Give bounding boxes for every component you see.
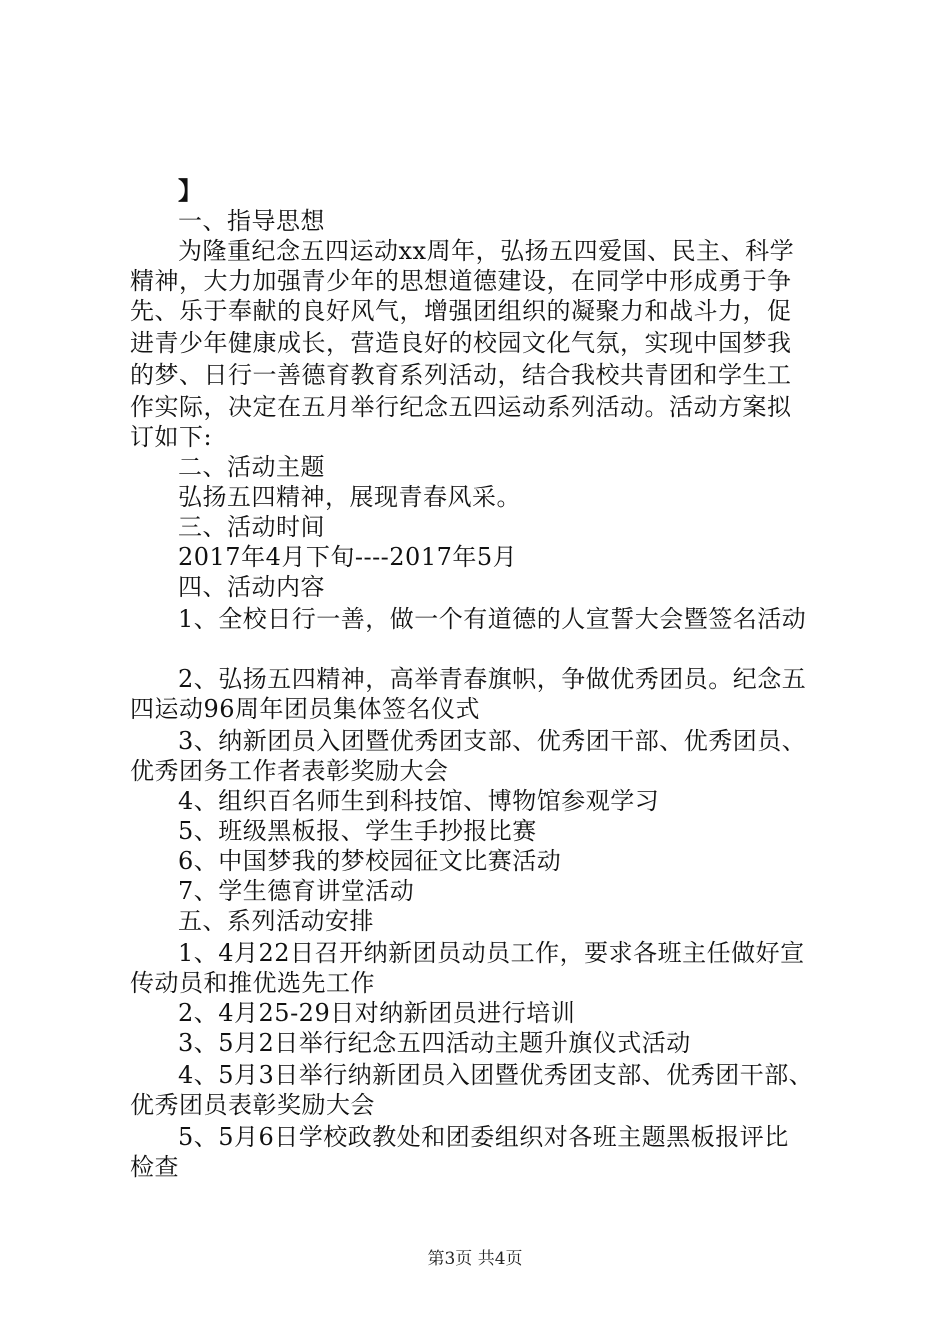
list-item: 3、纳新团员入团暨优秀团支部、优秀团干部、优秀团员、 (178, 727, 807, 755)
paragraph-line: 先、乐于奉献的良好风气，增强团组织的凝聚力和战斗力，促 (130, 297, 792, 325)
paragraph-line: 作实际，决定在五月举行纪念五四运动系列活动。活动方案拟 (130, 393, 792, 421)
list-item: 6、中国梦我的梦校园征文比赛活动 (178, 847, 562, 875)
list-item: 4、5月3日举行纳新团员入团暨优秀团支部、优秀团干部、 (178, 1061, 814, 1089)
section-heading: 五、系列活动安排 (178, 907, 374, 935)
list-item: 5、5月6日学校政教处和团委组织对各班主题黑板报评比 (178, 1123, 789, 1151)
list-item: 7、学生德育讲堂活动 (178, 877, 415, 905)
list-item-continuation: 四运动96周年团员集体签名仪式 (130, 695, 481, 723)
bracket-mark: 】 (178, 176, 203, 205)
section-heading: 一、指导思想 (178, 207, 325, 235)
paragraph-line: 的梦、日行一善德育教育系列活动，结合我校共青团和学生工 (130, 361, 792, 389)
paragraph-line: 弘扬五四精神，展现青春风采。 (178, 483, 521, 511)
paragraph-line: 为隆重纪念五四运动xx周年，弘扬五四爱国、民主、科学 (178, 237, 795, 265)
list-item-continuation: 检查 (130, 1153, 179, 1181)
paragraph-line: 进青少年健康成长，营造良好的校园文化气氛，实现中国梦我 (130, 329, 792, 357)
list-item: 2、4月25-29日对纳新团员进行培训 (178, 999, 576, 1027)
list-item-continuation: 优秀团员表彰奖励大会 (130, 1091, 375, 1119)
list-item: 3、5月2日举行纪念五四活动主题升旗仪式活动 (178, 1029, 691, 1057)
section-heading: 二、活动主题 (178, 453, 325, 481)
section-heading: 四、活动内容 (178, 573, 325, 601)
list-item: 1、4月22日召开纳新团员动员工作，要求各班主任做好宣 (178, 939, 805, 967)
list-item: 4、组织百名师生到科技馆、博物馆参观学习 (178, 787, 660, 815)
list-item-continuation: 优秀团务工作者表彰奖励大会 (130, 757, 449, 785)
list-item: 1、全校日行一善，做一个有道德的人宣誓大会暨签名活动 (178, 605, 807, 633)
list-item-continuation: 传动员和推优选先工作 (130, 969, 375, 997)
page-footer: 第3页 共4页 (427, 1249, 523, 1269)
section-heading: 三、活动时间 (178, 513, 325, 541)
list-item: 5、班级黑板报、学生手抄报比赛 (178, 817, 537, 845)
list-item: 2、弘扬五四精神，高举青春旗帜，争做优秀团员。纪念五 (178, 665, 807, 693)
paragraph-line: 2017年4月下旬----2017年5月 (178, 543, 518, 571)
paragraph-line: 精神，大力加强青少年的思想道德建设，在同学中形成勇于争 (130, 267, 792, 295)
paragraph-line: 订如下: (130, 423, 213, 451)
